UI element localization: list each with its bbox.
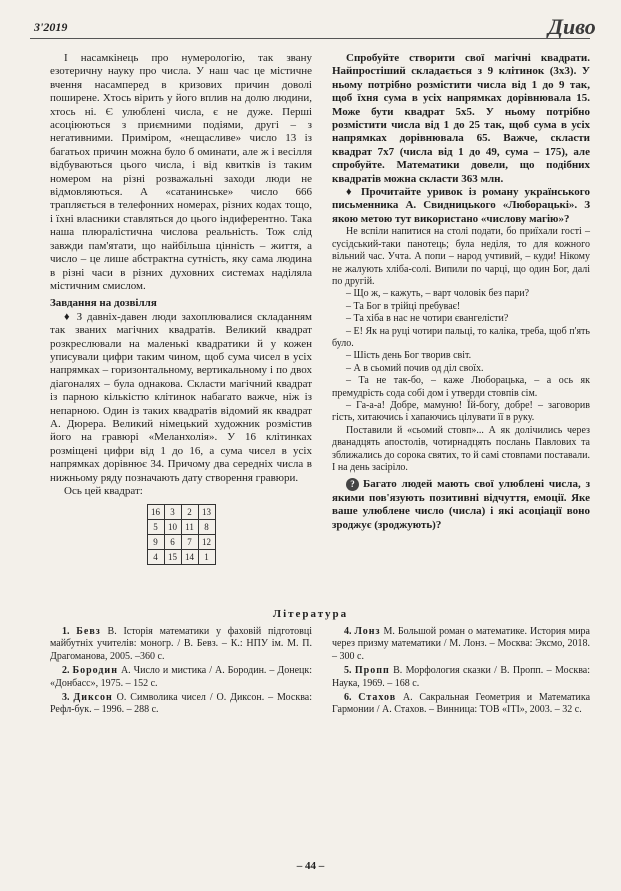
question-text: Багато людей мають свої улюблені числа, з якими пов'язують позитивні відчуття, емоції. Яке ваше улюблене число (числа) і які асоціації воно зроджує (зроджують)? [332,478,590,531]
magic-square-row [147,505,215,520]
section-heading: Завдання на дозвілля [50,297,157,310]
literature-list-left [50,626,312,719]
reference-item: 3. Диксон О. Символика чисел / О. Диксон. – Москва: Рефл-бук. – 1996. – 288 с. [50,692,312,716]
magic-square-cell: 15 [164,550,181,565]
reference-item: 5. Пропп В. Морфология сказки / В. Пропп. – Москва: Наука, 1969. – 168 с. [332,665,591,689]
magic-square-cell: 14 [181,550,198,565]
magic-square-cell: 3 [164,505,181,520]
magic-square-cell: 5 [147,520,164,535]
magazine-logo: Диво [548,14,596,39]
reference-item: 4. Лонз М. Большой роман о математике. История мира через призму математики / М. Лонз. – Москва: Эксмо, 2018. – 300 с. [332,626,590,662]
square-intro: Ось цей квадрат: [64,485,143,497]
magic-square-cell: 2 [181,505,198,520]
numerology-paragraph: І насамкінець про нумерологію, так звану езотеричну науку про числа. У наш час це містичне вчення насамперед в кризових причин доволі поширене. Хтось вірить у його вплив на долю людини, хтось ні. Є улюблені числа, є не дуже. Перші асоціюються з приємними подіями, другі – з негативними. Приміром, «нещасливе» число 13 із багатьох причин можна було б оминати, але ж і весілля відбуваються цього числа, і від квитків із таким номером на різні розважальні заходи люди не відмовляються. А «сатанинське» число 666 трапляється в телефонних номерах, різних кодах тощо, і їхні власники ставляться до цього індиферентно. Така наша плюралістична числова реальність. Тож слід завжди пам'ятати, що найбільша цінність – життя, а число – це лише абстрактна сутність, яку сама людина в різні часи в різних духовних системах наділяла містичним смислом. [50,52,312,292]
quote-line: – Та хіба в нас не чотири євангелісти? [346,313,509,325]
magic-square-cell: 6 [164,535,181,550]
quote-line: – А в сьомий почив од діл своїх. [346,362,484,374]
literature-list-right [332,626,590,719]
question-paragraph [332,478,590,532]
magic-square-paragraph: ♦ З давніх-давен люди захоплювалися складанням так званих магічних квадратів. Великий квадрат розкреслювали на маленькі квадратики й у кожен уписували цифри таким чином, щоб сума чисел в усіх напрямках – горизонтальному, вертикальному і по двох діагоналях – була однакова. Скласти магічний квадрат із парною кількістю клітинок набагато важче, ніж із непарною. Один із таких квадратів відомий як квадрат А. Дюрера. Великий німецький художник розмістив його на гравюрі «Меланхолія». У 16 клітинках розміщені цифри від 1 до 16, а сума чисел в усіх напрямках дорівнює 34. Причому два середніх числа в нижньому ряду позначають дату створення гравюри. [50,310,312,484]
magic-square-cell: 4 [147,550,164,565]
magic-square-cell: 8 [198,520,215,535]
reference-item: 2. Бородин А. Число и мистика / А. Бородин. – Донецк: «Донбасс», 1975. – 152 с. [50,665,312,689]
magic-square-cell: 9 [147,535,164,550]
magic-square-cell: 1 [198,550,215,565]
magic-square-row [147,550,215,565]
literature-title: Література [272,608,349,620]
novel-excerpt [332,226,590,474]
quote-line: Не вспіли напитися на столі подати, бо приїхали гості – сусідський-таки панотець; була неділя, то для кожного вільний час. Учта. А попи – народ учтивий, – куди! Нікому не жалують хліба-солі. Випили по чарці, що один Бог, далі по другій. [332,226,590,287]
quote-line: – Га-а-а! Добре, мамуню! Їй-богу, добре! – заговорив гість, хитаючись і хапаючись цілувати її в руку. [332,399,590,424]
question-icon: ? [346,478,359,491]
reference-item: 6. Стахов А. Сакральная Геометрия и Математика Гармонии / А. Стахов. – Винница: ТОВ «ІТІ», 2003. – 32 с. [332,692,591,716]
quote-line: Поставили й «сьомий стовп»... А як долічились через дванадцять апостолів, чотирнадцять послань Павлових та зближались до сорока святих, то й самі стовпами поставали. І на день засіріло. [332,424,590,473]
left-column [50,52,312,565]
page-number: – 44 – [296,860,325,872]
quote-line: – Що ж, – кажуть, – варт чоловік без пари? [346,288,530,300]
magic-square-row [147,520,215,535]
header-rule [30,38,590,39]
quote-line: – Та Бог в трійці пребуває! [346,300,461,312]
quote-line: – Та не так-бо, – каже Люборацька, – а ось як премудрість сода собі дом і утверди стовпів сім. [332,375,590,399]
magic-square-cell: 7 [181,535,198,550]
task-paragraph-1: Спробуйте створити свої магічні квадрати. Найпростіший складається з 9 клітинок (3х3). У ньому потрібно розмістити числа від 1 до 9 так, щоб їхня сума в усіх напрямках дорівнювала 15. Може бути квадрат 5х5. У ньому потрібно розмістити числа від 1 до 25 так, щоб сума в усіх напрямках дорівнювала 65. Важче, скласти квадрат 7х7 (числа від 1 до 49, сума – 175), але спробуйте. Математики довели, що подібних квадратів можна скласти 363 млн. [332,52,590,185]
magic-square-cell: 13 [198,505,215,520]
magic-square-row [147,535,215,550]
magic-square-cell: 10 [164,520,181,535]
magic-square-cell: 16 [147,505,164,520]
quote-line: – Шість день Бог творив світ. [346,350,472,362]
magic-square-cell: 11 [181,520,198,535]
issue-number: 3'2019 [34,20,68,34]
right-column [332,52,590,532]
magic-square-table [147,504,216,565]
task-paragraph-2: ♦ Прочитайте уривок із роману українського письменника А. Свидницького «Люборацькі». З якою метою тут використано «числову магію»? [332,186,590,225]
magic-square-cell: 12 [198,535,215,550]
reference-item: 1. Бевз В. Історія математики у фаховій підготовці майбутніх учителів: моногр. / В. Бевз. – К.: НПУ ім. М. П. Драгоманова, 2005. –360 с. [50,626,313,662]
quote-line: – Е! Як на руці чотири пальці, то каліка, треба, щоб п'ять було. [332,325,590,349]
